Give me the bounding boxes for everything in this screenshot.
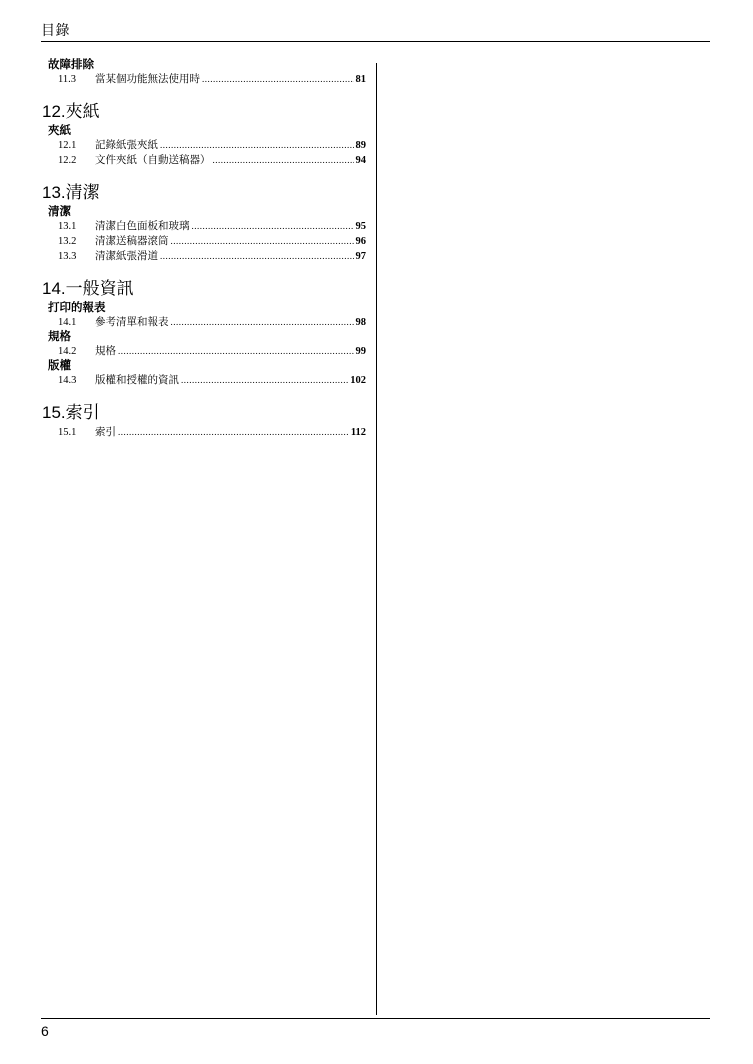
table-of-contents: [42, 58, 366, 440]
dot-leader: [118, 344, 354, 358]
toc-entry-number: 11.3: [58, 74, 76, 85]
toc-entry-page: 95: [355, 221, 366, 232]
toc-entry-title: 記錄紙張夾紙: [95, 140, 158, 151]
toc-entry-title: 清潔送稿器滾筒: [95, 236, 169, 247]
toc-group-title: 規格: [48, 331, 71, 343]
toc-entry[interactable]: [48, 373, 366, 388]
toc-entry[interactable]: [48, 249, 366, 264]
toc-entry-title: 文件夾紙（自動送稿器）: [95, 155, 211, 166]
toc-entry-number: 14.3: [58, 375, 77, 386]
dot-leader: [171, 234, 354, 248]
toc-entry[interactable]: [48, 344, 366, 359]
toc-entry[interactable]: [48, 138, 366, 153]
toc-chapter: [48, 58, 366, 87]
toc-entry-title: 當某個功能無法使用時: [95, 74, 200, 85]
toc-entry-title: 清潔紙張滑道: [95, 251, 158, 262]
toc-chapter: [42, 278, 366, 388]
toc-entry-page: 81: [355, 74, 366, 85]
toc-entry-number: 13.1: [58, 221, 77, 232]
toc-entry-number: 15.1: [58, 427, 77, 438]
toc-entry-number: 13.3: [58, 251, 77, 262]
toc-entry[interactable]: [48, 153, 366, 168]
toc-group-title: 版權: [48, 360, 71, 372]
toc-entry-title: 參考清單和報表: [95, 317, 169, 328]
dot-leader: [160, 138, 354, 152]
toc-entry-page: 96: [355, 236, 366, 247]
toc-group-title: 故障排除: [48, 59, 94, 71]
dot-leader: [118, 425, 349, 439]
toc-entry-page: 97: [355, 251, 366, 262]
dot-leader: [171, 315, 354, 329]
column-divider: [376, 63, 377, 1015]
chapter-heading: 14.一般資訊: [42, 279, 134, 298]
toc-entry-page: 98: [355, 317, 366, 328]
toc-entry-page: 99: [355, 346, 366, 357]
dot-leader: [202, 72, 354, 86]
toc-entry-title: 規格: [95, 346, 116, 357]
toc-chapter: [42, 182, 366, 264]
toc-entry-number: 13.2: [58, 236, 77, 247]
toc-entry-page: 112: [350, 427, 366, 438]
toc-chapter: [42, 402, 366, 440]
toc-entry-number: 12.2: [58, 155, 77, 166]
toc-entry[interactable]: [48, 234, 366, 249]
toc-entry[interactable]: [48, 72, 366, 87]
dot-leader: [160, 249, 354, 263]
header-rule: [41, 41, 710, 42]
toc-entry-title: 索引: [95, 427, 116, 438]
footer-rule: [41, 1018, 710, 1019]
toc-entry-title: 清潔白色面板和玻璃: [95, 221, 190, 232]
toc-entry-number: 12.1: [58, 140, 77, 151]
toc-group-title: 夾紙: [48, 125, 71, 137]
chapter-heading: 12.夾紙: [42, 102, 100, 121]
dot-leader: [213, 153, 354, 167]
page-header-title: 目錄: [41, 22, 70, 38]
toc-chapter: [42, 101, 366, 168]
toc-entry-title: 版權和授權的資訊: [95, 375, 179, 386]
chapter-heading: 15.索引: [42, 403, 100, 422]
toc-entry-page: 89: [355, 140, 366, 151]
toc-entry[interactable]: [48, 219, 366, 234]
chapter-heading: 13.清潔: [42, 183, 100, 202]
toc-entry-number: 14.1: [58, 317, 77, 328]
toc-entry[interactable]: [48, 425, 366, 440]
dot-leader: [192, 219, 354, 233]
toc-group-title: 清潔: [48, 206, 71, 218]
toc-group-title: 打印的報表: [48, 302, 106, 314]
toc-entry-page: 94: [355, 155, 366, 166]
toc-entry[interactable]: [48, 315, 366, 330]
page-number: 6: [41, 1023, 49, 1039]
toc-entry-page: 102: [350, 375, 366, 386]
dot-leader: [181, 373, 348, 387]
toc-entry-number: 14.2: [58, 346, 77, 357]
